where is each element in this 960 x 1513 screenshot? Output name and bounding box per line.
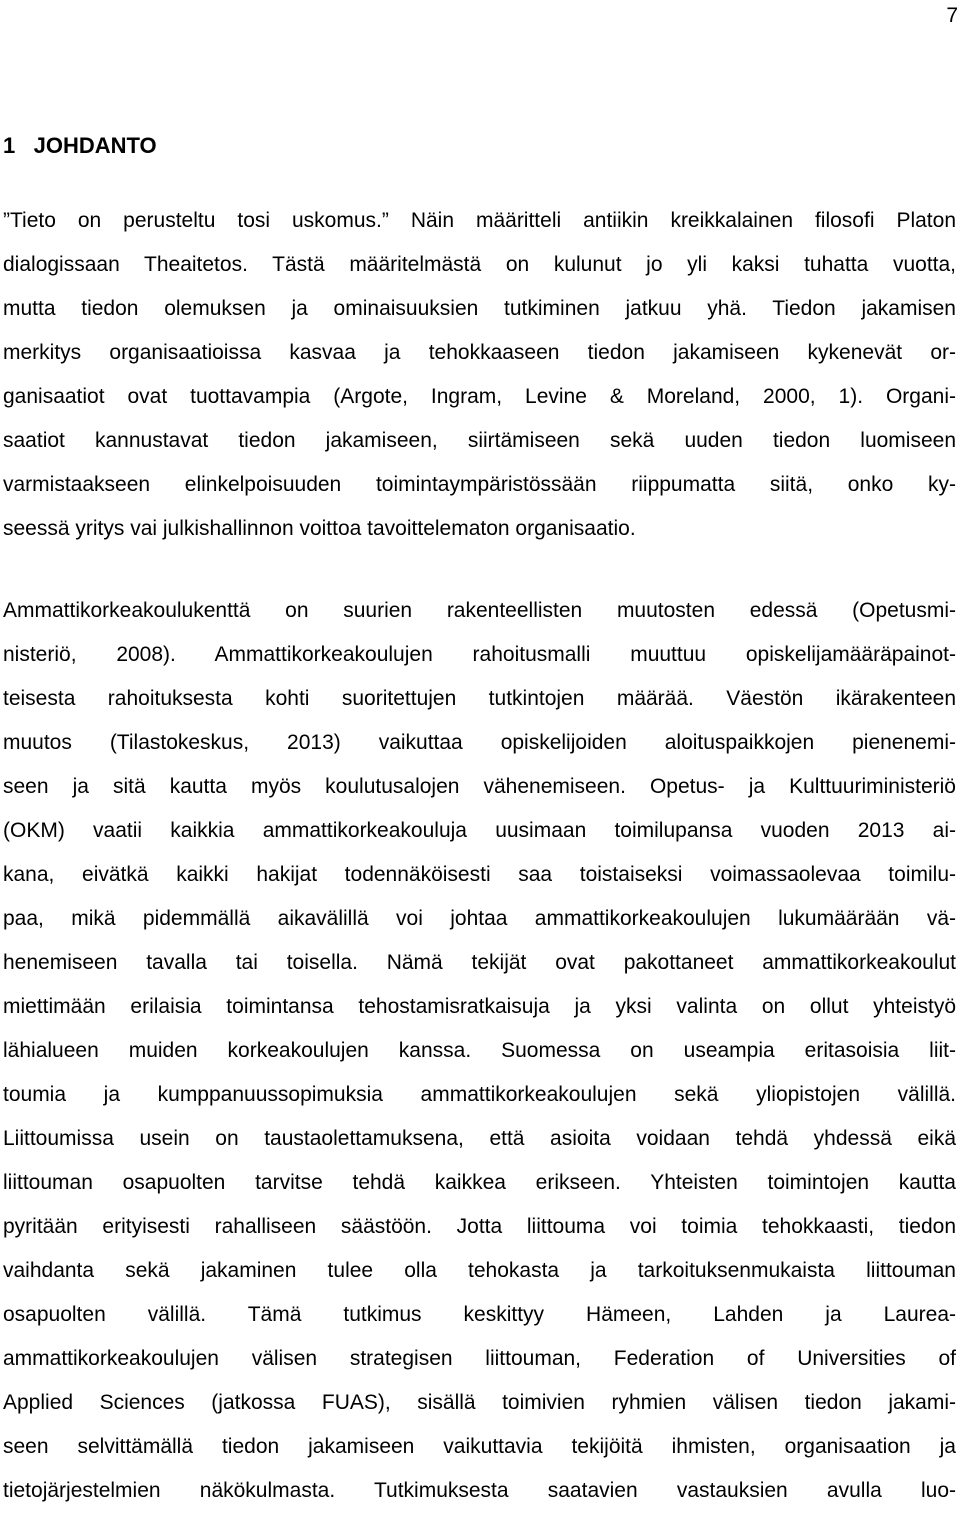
text-line: toumia ja kumppanuussopimuksia ammattikorkeakoulujen sekä yliopistojen välillä. — [3, 1083, 956, 1106]
chapter-heading — [3, 131, 157, 161]
text-line: lähialueen muiden korkeakoulujen kanssa. Suomessa on useampia eritasoisia liit- — [3, 1039, 956, 1062]
text-line: seessä yritys vai julkishallinnon voittoa tavoittelematon organisaatio. — [3, 517, 636, 540]
text-line: ganisaatiot ovat tuottavampia (Argote, Ingram, Levine & Moreland, 2000, 1). Organi- — [3, 385, 956, 408]
text-line: teisesta rahoituksesta kohti suoritettujen tutkintojen määrää. Väestön ikärakenteen — [3, 687, 956, 710]
text-line: liittouman osapuolten tarvitse tehdä kaikkea erikseen. Yhteisten toimintojen kautta — [3, 1171, 956, 1194]
text-line: miettimään erilaisia toimintansa tehostamisratkaisuja ja yksi valinta on ollut yhteistyö — [3, 995, 956, 1018]
text-line: kana, eivätkä kaikki hakijat todennäköisesti saa toistaiseksi voimassaolevaa toimilu- — [3, 863, 956, 886]
page-number: 7 — [946, 4, 958, 27]
text-line: (OKM) vaatii kaikkia ammattikorkeakouluja uusimaan toimilupansa vuoden 2013 ai- — [3, 819, 956, 842]
text-line: saatiot kannustavat tiedon jakamiseen, siirtämiseen sekä uuden tiedon luomiseen — [3, 429, 956, 452]
text-line: paa, mikä pidemmällä aikavälillä voi johtaa ammattikorkeakoulujen lukumäärään vä- — [3, 907, 956, 930]
text-line: merkitys organisaatioissa kasvaa ja tehokkaaseen tiedon jakamiseen kykenevät or- — [3, 341, 956, 364]
text-line: henemiseen tavalla tai toisella. Nämä tekijät ovat pakottaneet ammattikorkeakoulut — [3, 951, 956, 974]
text-line: vaihdanta sekä jakaminen tulee olla tehokasta ja tarkoituksenmukaista liittouman — [3, 1259, 956, 1282]
text-line: Ammattikorkeakoulukenttä on suurien rakenteellisten muutosten edessä (Opetusmi- — [3, 599, 956, 622]
text-line: seen selvittämällä tiedon jakamiseen vaikuttavia tekijöitä ihmisten, organisaation ja — [3, 1435, 956, 1458]
text-line: Applied Sciences (jatkossa FUAS), sisällä toimivien ryhmien välisen tiedon jakami- — [3, 1391, 956, 1414]
chapter-title: JOHDANTO — [33, 133, 157, 158]
text-line: muutos (Tilastokeskus, 2013) vaikuttaa opiskelijoiden aloituspaikkojen pienenemi- — [3, 731, 956, 754]
text-line: seen ja sitä kautta myös koulutusalojen vähenemiseen. Opetus- ja Kulttuuriministeriö — [3, 775, 956, 798]
text-line: dialogissaan Theaitetos. Tästä määritelmästä on kulunut jo yli kaksi tuhatta vuotta, — [3, 253, 956, 276]
text-line: mutta tiedon olemuksen ja ominaisuuksien tutkiminen jatkuu yhä. Tiedon jakamisen — [3, 297, 956, 320]
text-line: ammattikorkeakoulujen välisen strategisen liittouman, Federation of Universities of — [3, 1347, 956, 1370]
text-line: nisteriö, 2008). Ammattikorkeakoulujen rahoitusmalli muuttuu opiskelijamääräpainot- — [3, 643, 956, 666]
text-line: Liittoumissa usein on taustaolettamuksena, että asioita voidaan tehdä yhdessä eikä — [3, 1127, 956, 1150]
text-line: ”Tieto on perusteltu tosi uskomus.” Näin määritteli antiikin kreikkalainen filosofi Platon — [3, 209, 956, 232]
chapter-number: 1 — [3, 133, 16, 158]
text-line: varmistaakseen elinkelpoisuuden toimintaympäristössään riippumatta siitä, onko ky- — [3, 473, 956, 496]
paragraph-intro — [3, 199, 956, 551]
text-line: tietojärjestelmien näkökulmasta. Tutkimuksesta saatavien vastauksien avulla luo- — [3, 1479, 956, 1502]
paragraph-context — [3, 589, 956, 1513]
text-line: pyritään erityisesti rahalliseen säästöön. Jotta liittouma voi toimia tehokkaasti, tiedon — [3, 1215, 956, 1238]
text-line: osapuolten välillä. Tämä tutkimus keskittyy Hämeen, Lahden ja Laurea- — [3, 1303, 956, 1326]
